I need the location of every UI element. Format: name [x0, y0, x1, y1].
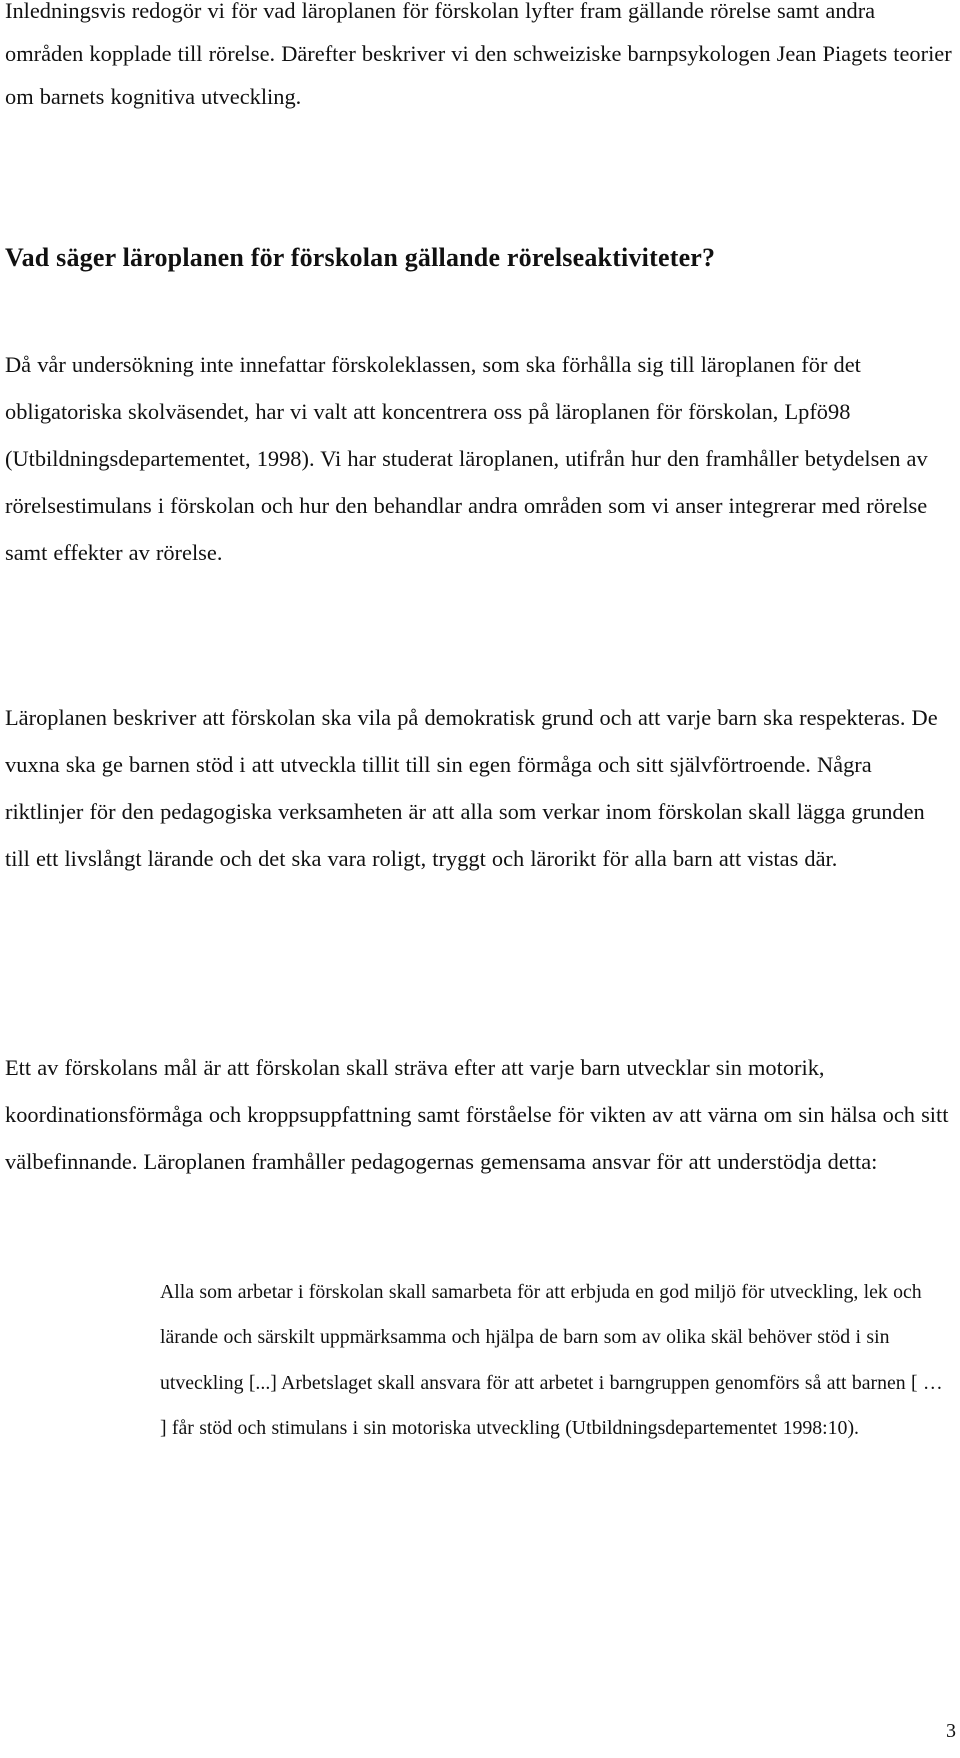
body-paragraph-2: Läroplanen beskriver att förskolan ska vila på demokratisk grund och att varje barn ska respekteras. De vuxna ska ge barnen stöd i att utveckla tillit till sin egen förmåga och sitt självförtroende. Några riktlinjer för den pedagogiska verksamheten är att alla som verkar inom förskolan skall lägga grunden till ett livslångt lärande och det ska vara roligt, tryggt och lärorikt för alla barn att vistas där. [5, 705, 938, 871]
body-paragraph-3: Ett av förskolans mål är att förskolan skall sträva efter att varje barn utvecklar sin motorik, koordinationsförmåga och kroppsuppfattning samt förståelse för vikten av att värna om sin hälsa och sitt välbefinnande. Läroplanen framhåller pedagogernas gemensama ansvar för att understödja detta: [5, 1055, 949, 1174]
page-number: 3 [946, 1720, 956, 1742]
block-quote: Alla som arbetar i förskolan skall samarbeta för att erbjuda en god miljö för utveckling, lek och lärande och särskilt uppmärksamma och hjälpa de barn som av olika skäl behöver stöd i sin utveckling [...] Arbetslaget skall ansvara för att arbetet i barngruppen genomförs så att barnen [ … ] får stöd och stimulans i sin motoriska utveckling (Utbildningsdepartementet 1998:10). [160, 1281, 943, 1440]
body-paragraph-1: Då vår undersökning inte innefattar förskoleklassen, som ska förhålla sig till läroplanen för det obligatoriska skolväsendet, har vi valt att koncentrera oss på läroplanen för förskolan, Lpfö98 (Utbildningsdepartementet, 1998). Vi har studerat läroplanen, utifrån hur den framhåller betydelsen av rörelsestimulans i förskolan och hur den behandlar andra områden som vi anser integrerar med rörelse samt effekter av rörelse. [5, 352, 928, 565]
intro-paragraph: Inledningsvis redogör vi för vad läroplanen för förskolan lyfter fram gällande rörelse samt andra områden kopplade till rörelse. Därefter beskriver vi den schweiziske barnpsykologen Jean Piagets teorier om barnets kognitiva utveckling. [5, 0, 952, 109]
section-heading: Vad säger läroplanen för förskolan gällande rörelseaktiviteter? [5, 243, 716, 272]
